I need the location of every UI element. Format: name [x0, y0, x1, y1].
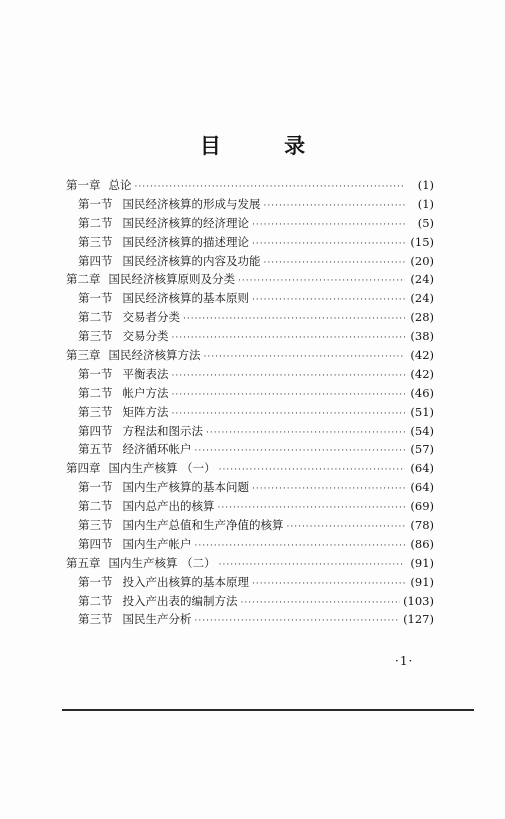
- toc-entry-title: 国民经济核算原则及分类: [108, 272, 235, 287]
- toc-entry-title: 国民经济核算的经济理论: [122, 215, 249, 230]
- toc-entry-number: 第五节: [78, 442, 113, 457]
- toc-dot-leader: [252, 220, 405, 230]
- toc-entry-page: (5): [417, 215, 434, 230]
- toc-entry-number: 第四节: [78, 536, 113, 551]
- toc-dot-leader: [287, 522, 406, 532]
- toc-section-entry: [66, 234, 434, 253]
- toc-entry-page: (28): [410, 310, 434, 325]
- toc-entry-number: 第三节: [78, 518, 113, 533]
- toc-entry-page: (38): [410, 329, 434, 344]
- toc-section-entry: [66, 517, 434, 536]
- toc-entry-title: 国内生产核算 （二）: [108, 555, 216, 570]
- page-number: ·1·: [395, 654, 414, 668]
- toc-dot-leader: [195, 446, 406, 456]
- toc-dot-leader: [172, 390, 406, 400]
- toc-entry-title: 矩阵方法: [122, 404, 169, 419]
- toc-dot-leader: [135, 182, 406, 192]
- toc-entry-page: (20): [410, 253, 434, 268]
- toc-entry-title: 国内生产核算 （一）: [108, 461, 216, 476]
- toc-section-entry: [66, 498, 434, 517]
- toc-section-entry: [66, 309, 434, 328]
- toc-dot-leader: [238, 276, 405, 286]
- toc-dot-leader: [172, 333, 406, 343]
- toc-section-entry: [66, 423, 434, 442]
- toc-section-entry: [66, 253, 434, 272]
- toc-entry-number: 第三节: [78, 329, 113, 344]
- toc-entry-title: 国民经济核算的形成与发展: [122, 196, 261, 211]
- toc-chapter-entry: [66, 347, 434, 366]
- toc-entry-page: (103): [403, 593, 434, 608]
- toc-entry-page: (91): [410, 574, 434, 589]
- toc-chapter-entry: [66, 555, 434, 574]
- toc-entry-title: 国内生产总值和生产净值的核算: [122, 518, 284, 533]
- toc-chapter-entry: [66, 271, 434, 290]
- toc-entry-page: (24): [410, 272, 434, 287]
- toc-entry-page: (1): [417, 196, 434, 211]
- toc-entry-number: 第二章: [66, 272, 101, 287]
- toc-entry-title: 国民生产分析: [122, 612, 192, 627]
- toc-entry-number: 第二节: [78, 385, 113, 400]
- toc-entry-page: (24): [410, 291, 434, 306]
- toc-dot-leader: [172, 371, 406, 381]
- toc-section-entry: [66, 593, 434, 612]
- toc-section-entry: [66, 479, 434, 498]
- toc-section-entry: [66, 404, 434, 423]
- toc-entry-page: (64): [410, 461, 434, 476]
- toc-entry-title: 帐户方法: [122, 385, 169, 400]
- toc-entry-number: 第一节: [78, 574, 113, 589]
- toc-entry-number: 第三节: [78, 234, 113, 249]
- toc-entry-number: 第四章: [66, 461, 101, 476]
- toc-entry-page: (86): [410, 536, 434, 551]
- toc-entry-title: 国内生产核算的基本问题: [122, 480, 249, 495]
- toc-dot-leader: [218, 503, 406, 513]
- toc-entry-number: 第二节: [78, 499, 113, 514]
- toc-entry-title: 投入产出表的编制方法: [122, 593, 238, 608]
- toc-dot-leader: [183, 314, 405, 324]
- table-of-contents: [66, 177, 434, 630]
- toc-entry-title: 国民经济核算的描述理论: [122, 234, 249, 249]
- toc-entry-title: 国民经济核算的基本原则: [122, 291, 249, 306]
- footer-rule: [62, 709, 474, 711]
- toc-section-entry: [66, 328, 434, 347]
- toc-entry-page: (91): [410, 555, 434, 570]
- page-title: 目 录: [199, 133, 334, 158]
- toc-entry-title: 经济循环帐户: [122, 442, 192, 457]
- toc-dot-leader: [264, 201, 406, 211]
- toc-dot-leader: [241, 598, 401, 608]
- toc-entry-number: 第四节: [78, 423, 113, 438]
- toc-entry-number: 第四节: [78, 253, 113, 268]
- toc-entry-page: (78): [410, 518, 434, 533]
- toc-entry-page: (57): [410, 442, 434, 457]
- toc-entry-page: (69): [410, 499, 434, 514]
- toc-entry-title: 国内生产帐户: [122, 536, 192, 551]
- toc-entry-number: 第二节: [78, 215, 113, 230]
- toc-dot-leader: [172, 409, 406, 419]
- toc-section-entry: [66, 574, 434, 593]
- toc-entry-number: 第二节: [78, 310, 113, 325]
- toc-chapter-entry: [66, 460, 434, 479]
- toc-entry-page: (51): [410, 404, 434, 419]
- toc-entry-number: 第一章: [66, 178, 101, 192]
- toc-entry-number: 第五章: [66, 555, 101, 570]
- toc-dot-leader: [252, 484, 405, 494]
- toc-section-entry: [66, 385, 434, 404]
- toc-entry-title: 国民经济核算的内容及功能: [122, 253, 261, 268]
- toc-entry-page: (46): [410, 385, 434, 400]
- toc-entry-page: (54): [410, 423, 434, 438]
- toc-entry-number: 第一节: [78, 480, 113, 495]
- toc-section-entry: [66, 196, 434, 215]
- toc-entry-number: 第三节: [78, 404, 113, 419]
- toc-entry-page: (42): [410, 366, 434, 381]
- toc-entry-title: 投入产出核算的基本原理: [122, 574, 249, 589]
- toc-dot-leader: [195, 541, 406, 551]
- toc-entry-page: (64): [410, 480, 434, 495]
- toc-dot-leader: [264, 258, 406, 268]
- toc-dot-leader: [219, 465, 405, 475]
- toc-entry-number: 第三节: [78, 612, 113, 627]
- toc-entry-page: (15): [410, 234, 434, 249]
- toc-dot-leader: [252, 239, 405, 249]
- toc-section-entry: [66, 366, 434, 385]
- toc-entry-page: (42): [410, 348, 434, 363]
- toc-entry-number: 第一节: [78, 196, 113, 211]
- toc-entry-title: 国民经济核算方法: [108, 348, 201, 363]
- toc-chapter-entry: [66, 177, 434, 196]
- toc-entry-title: 交易者分类: [122, 310, 180, 325]
- toc-entry-title: 国内总产出的核算: [122, 499, 215, 514]
- toc-section-entry: [66, 536, 434, 555]
- toc-section-entry: [66, 611, 434, 630]
- toc-section-entry: [66, 290, 434, 309]
- toc-dot-leader: [204, 352, 406, 362]
- toc-section-entry: [66, 215, 434, 234]
- toc-entry-number: 第三章: [66, 348, 101, 363]
- toc-entry-number: 第二节: [78, 593, 113, 608]
- toc-entry-title: 总论: [108, 178, 132, 192]
- toc-entry-number: 第一节: [78, 366, 113, 381]
- toc-dot-leader: [252, 295, 405, 305]
- toc-dot-leader: [252, 579, 405, 589]
- toc-entry-number: 第一节: [78, 291, 113, 306]
- toc-entry-title: 方程法和图示法: [122, 423, 203, 438]
- toc-entry-title: 平衡表法: [122, 366, 169, 381]
- toc-dot-leader: [195, 616, 401, 626]
- toc-section-entry: [66, 441, 434, 460]
- toc-entry-page: (127): [403, 612, 434, 627]
- toc-entry-page: (1): [417, 178, 434, 192]
- toc-entry-title: 交易分类: [122, 329, 169, 344]
- toc-dot-leader: [206, 428, 405, 438]
- toc-dot-leader: [219, 560, 405, 570]
